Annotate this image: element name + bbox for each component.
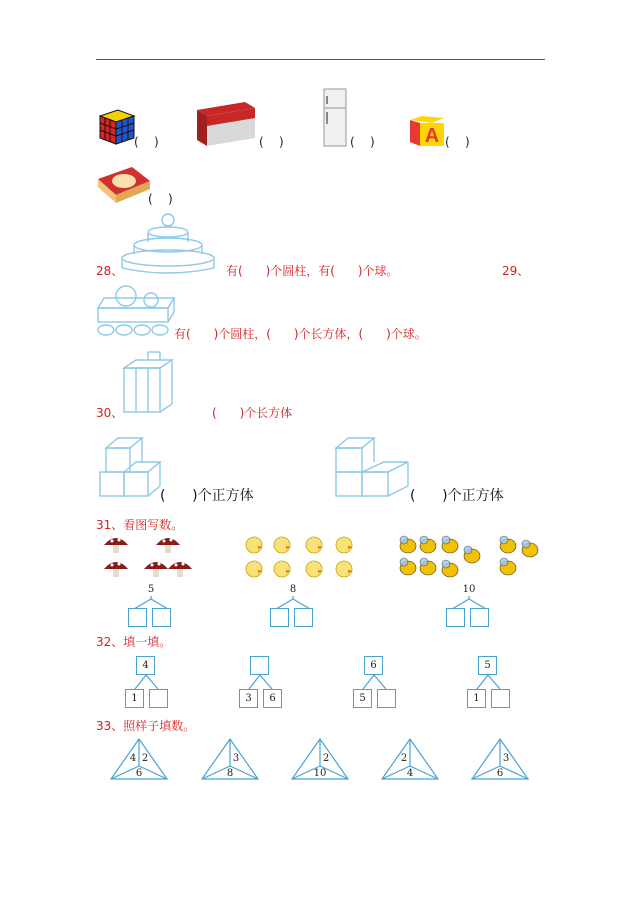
- q28-number: 28、: [96, 264, 124, 278]
- cube-stack-left-drawing: [96, 436, 162, 500]
- tree-branches: [360, 675, 390, 689]
- blank-4[interactable]: ( ): [445, 135, 470, 149]
- number-triangle: [200, 737, 260, 781]
- header-rule: [96, 59, 545, 60]
- answer-box-right[interactable]: [470, 608, 489, 627]
- q29-text: 有( )个圆柱，( )个长方体，( )个球。: [174, 327, 427, 341]
- number-triangle: [380, 737, 440, 781]
- q30-cubes-left-text: ( )个正方体: [160, 488, 254, 504]
- triangle-number-c: 6: [496, 768, 504, 779]
- train-drawing: [96, 284, 176, 342]
- triangle-number-c: 6: [135, 768, 143, 779]
- red-box-icon: [195, 100, 257, 148]
- q30-cubes-right-text: ( )个正方体: [410, 488, 504, 504]
- cuboid-stack-drawing: [120, 352, 176, 414]
- gift-box-icon: [96, 165, 152, 205]
- cube-stack-right-drawing: [334, 436, 410, 500]
- q31-title: 31、看图写数。: [96, 518, 184, 532]
- tree-branches: [246, 675, 276, 689]
- tree-branches: [474, 675, 504, 689]
- triangle-number-b: 2: [141, 753, 149, 764]
- triangle-number-c: 4: [406, 768, 414, 779]
- mushroom-icon: [100, 533, 196, 581]
- connector-line: [146, 675, 158, 689]
- answer-box-right[interactable]: [294, 608, 313, 627]
- block-letter: A: [424, 125, 440, 147]
- tree-top-box: 4: [136, 656, 155, 675]
- blank-1[interactable]: ( ): [134, 135, 159, 149]
- connector-line: [249, 675, 260, 689]
- connector-line: [488, 675, 500, 689]
- q30-text: ( )个长方体: [212, 406, 293, 420]
- letter-block-icon: [408, 114, 446, 148]
- answer-box-left[interactable]: [270, 608, 289, 627]
- tree-left-box: 1: [125, 689, 144, 708]
- rubiks-cube-icon: [96, 108, 136, 146]
- tree-top-box: 6: [364, 656, 383, 675]
- blank-3[interactable]: ( ): [350, 135, 375, 149]
- connector-line: [363, 675, 374, 689]
- connector-line: [374, 675, 386, 689]
- q28-text: 有( )个圆柱，有( )个球。: [226, 264, 399, 278]
- refrigerator-icon: [322, 88, 348, 148]
- blank-5[interactable]: ( ): [148, 192, 173, 206]
- blank-2[interactable]: ( ): [259, 135, 284, 149]
- q32-title: 32、填一填。: [96, 635, 172, 649]
- number-triangle: [109, 737, 169, 781]
- tree-right-box[interactable]: [491, 689, 510, 708]
- q29-number: 29、: [502, 264, 530, 278]
- split-total: 8: [289, 584, 297, 595]
- answer-box-left[interactable]: [128, 608, 147, 627]
- triangle-number-b: 2: [322, 753, 330, 764]
- tree-right-box: 6: [263, 689, 282, 708]
- tree-branches: [132, 675, 162, 689]
- split-total: 5: [147, 584, 155, 595]
- triangle-number-c: 8: [226, 768, 234, 779]
- answer-box-left[interactable]: [446, 608, 465, 627]
- triangle-number-b: 3: [502, 753, 510, 764]
- connector-line: [135, 675, 146, 689]
- bee-icon: [398, 536, 542, 584]
- cake-drawing: [120, 212, 215, 274]
- q30-number: 30、: [96, 406, 124, 420]
- tree-top-box: 5: [478, 656, 497, 675]
- triangle-number-c: 10: [313, 768, 327, 779]
- tree-right-box[interactable]: [377, 689, 396, 708]
- tree-left-box: 1: [467, 689, 486, 708]
- split-total: 10: [462, 584, 476, 595]
- tree-left-box: 5: [353, 689, 372, 708]
- q33-title: 33、照样子填数。: [96, 719, 196, 733]
- connector-line: [477, 675, 488, 689]
- triangle-number-b: 3: [232, 753, 240, 764]
- triangle-number-a: 2: [400, 753, 408, 764]
- chick-icon: [244, 535, 356, 581]
- tree-top-box[interactable]: [250, 656, 269, 675]
- tree-left-box: 3: [239, 689, 258, 708]
- number-triangle: [290, 737, 350, 781]
- triangle-number-a: 4: [129, 753, 137, 764]
- answer-box-right[interactable]: [152, 608, 171, 627]
- tree-right-box[interactable]: [149, 689, 168, 708]
- number-triangle: [470, 737, 530, 781]
- connector-line: [260, 675, 272, 689]
